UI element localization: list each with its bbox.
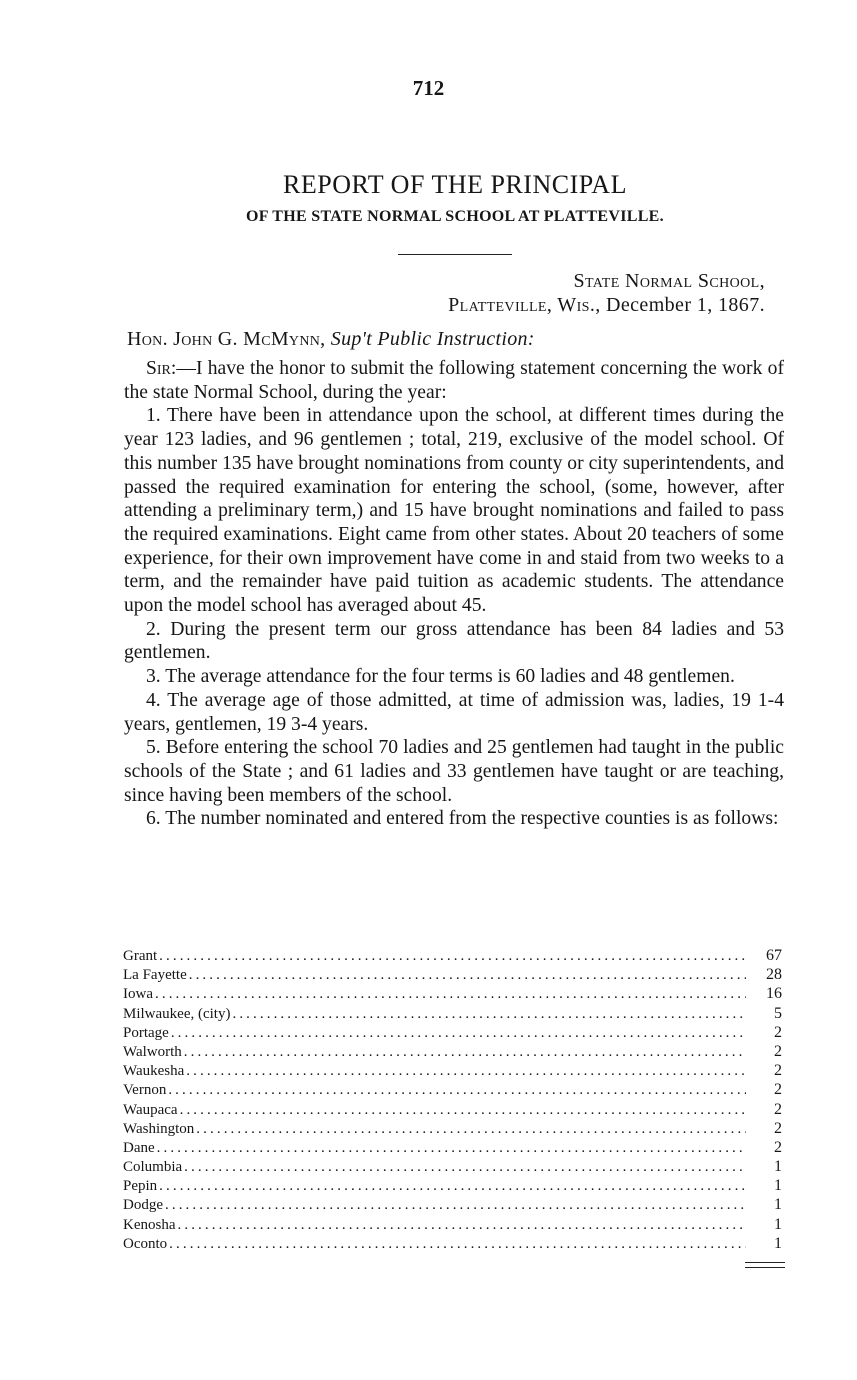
county-count: 1 [774, 1215, 782, 1233]
county-name: Milwaukee, (city) [123, 1005, 231, 1022]
dot-leader [157, 1139, 746, 1158]
county-name: Portage [123, 1024, 169, 1041]
county-row [123, 1195, 782, 1214]
county-row [123, 1176, 782, 1195]
county-name: Dane [123, 1139, 155, 1156]
county-count: 2 [774, 1023, 782, 1041]
dateline-place-date [448, 294, 765, 317]
county-name: Grant [123, 948, 158, 964]
dot-leader [159, 947, 746, 966]
title-divider [398, 254, 512, 255]
paragraph-5: 5. Before entering the school 70 ladies and 25 gentlemen had taught in the public schools of the State ; and 61 ladies and 33 gentlemen have taught or are teaching, since having been members of the school. [124, 737, 784, 806]
report-subtitle: OF THE STATE NORMAL SCHOOL AT PLATTEVILLE. [246, 208, 664, 225]
county-count: 1 [774, 1234, 782, 1252]
county-count: 2 [774, 1138, 782, 1156]
dot-leader [184, 1158, 746, 1177]
page-number: 712 [412, 76, 445, 100]
county-count: 28 [766, 966, 782, 984]
county-row [123, 1157, 782, 1176]
paragraph-intro [124, 357, 784, 404]
dot-leader [169, 1235, 746, 1254]
dot-leader [184, 1043, 746, 1062]
county-count: 2 [774, 1119, 782, 1137]
county-count: 16 [766, 985, 782, 1003]
dot-leader [168, 1081, 746, 1100]
county-name: Kenosha [123, 1216, 176, 1233]
paragraph-6: 6. The number nominated and entered from the respective counties is as follows: [146, 808, 779, 830]
county-count: 2 [774, 1081, 782, 1099]
county-name: La Fayette [123, 967, 187, 984]
total-double-rule [745, 1262, 785, 1268]
dot-leader [155, 985, 746, 1004]
county-row [123, 1215, 782, 1234]
dot-leader [186, 1062, 746, 1081]
county-row [123, 965, 782, 984]
dateline-school: State Normal School, [573, 270, 765, 292]
dot-leader [180, 1101, 746, 1120]
paragraph-1: 1. There have been in attendance upon the school, at different times during the year 123 ladies, and 96 gentlemen ; total, 219, exclusive of the model school. Of this number 135 have brought nominations from county or city superintendents, and passed the required examination for entering the school, (some, however, after attending a preliminary term,) and 15 have brought nominations and failed to pass the required examinations. Eight came from other states. About 20 teachers of some experience, for their own improvement have come in and staid from two weeks to a term, and the remainder have paid tuition as academic students. The attendance upon the model school has averaged about 45. [124, 405, 784, 617]
sir-label: Sir [146, 358, 171, 379]
county-count: 2 [774, 1062, 782, 1080]
county-row [123, 1080, 782, 1099]
addressee-name: Hon. John G. McMynn, [127, 328, 326, 350]
county-row [123, 1100, 782, 1119]
salutation [127, 328, 535, 351]
county-row [123, 1042, 782, 1061]
county-name: Columbia [123, 1159, 183, 1176]
county-name: Pepin [123, 1178, 158, 1195]
county-name: Washington [123, 1120, 195, 1137]
dot-leader [159, 1177, 746, 1196]
county-count: 2 [774, 1042, 782, 1060]
county-count: 5 [774, 1004, 782, 1022]
dot-leader [171, 1024, 746, 1043]
dateline-place: Platteville, Wis., [448, 294, 601, 316]
dot-leader [165, 1196, 746, 1215]
county-row [123, 1119, 782, 1138]
paragraph-4: 4. The average age of those admitted, at time of admission was, ladies, 19 1-4 years, gentlemen, 19 3-4 years. [124, 689, 784, 735]
paragraph-intro-text: :—I have the honor to submit the following statement concerning the work of the state Normal School, during the year: [124, 358, 784, 403]
county-name: Waukesha [123, 1063, 185, 1080]
county-name: Walworth [123, 1043, 182, 1060]
dateline-date: December 1, 1867. [606, 294, 765, 316]
county-row [123, 1234, 782, 1253]
county-row [123, 1138, 782, 1157]
dot-leader [232, 1005, 746, 1024]
dot-leader [189, 966, 746, 985]
county-name: Waupaca [123, 1101, 178, 1118]
county-name: Iowa [123, 986, 153, 1003]
county-count: 2 [774, 1100, 782, 1118]
county-count: 1 [774, 1196, 782, 1214]
county-row [123, 984, 782, 1003]
county-name: Dodge [123, 1197, 163, 1214]
county-row [123, 946, 782, 965]
letter-body [124, 357, 784, 831]
report-title: REPORT OF THE PRINCIPAL [283, 170, 627, 199]
county-row [123, 1004, 782, 1023]
dot-leader [196, 1120, 746, 1139]
county-count: 67 [766, 947, 782, 964]
county-table [123, 946, 782, 1253]
paragraph-3: 3. The average attendance for the four terms is 60 ladies and 48 gentlemen. [146, 666, 735, 688]
county-name: Vernon [123, 1082, 167, 1099]
county-row [123, 1061, 782, 1080]
addressee-office: Sup't Public Instruction: [330, 328, 535, 350]
paragraph-2: 2. During the present term our gross attendance has been 84 ladies and 53 gentlemen. [124, 618, 784, 664]
dot-leader [178, 1216, 747, 1235]
county-name: Oconto [123, 1235, 168, 1252]
county-count: 1 [774, 1177, 782, 1195]
county-count: 1 [774, 1158, 782, 1176]
county-row [123, 1023, 782, 1042]
